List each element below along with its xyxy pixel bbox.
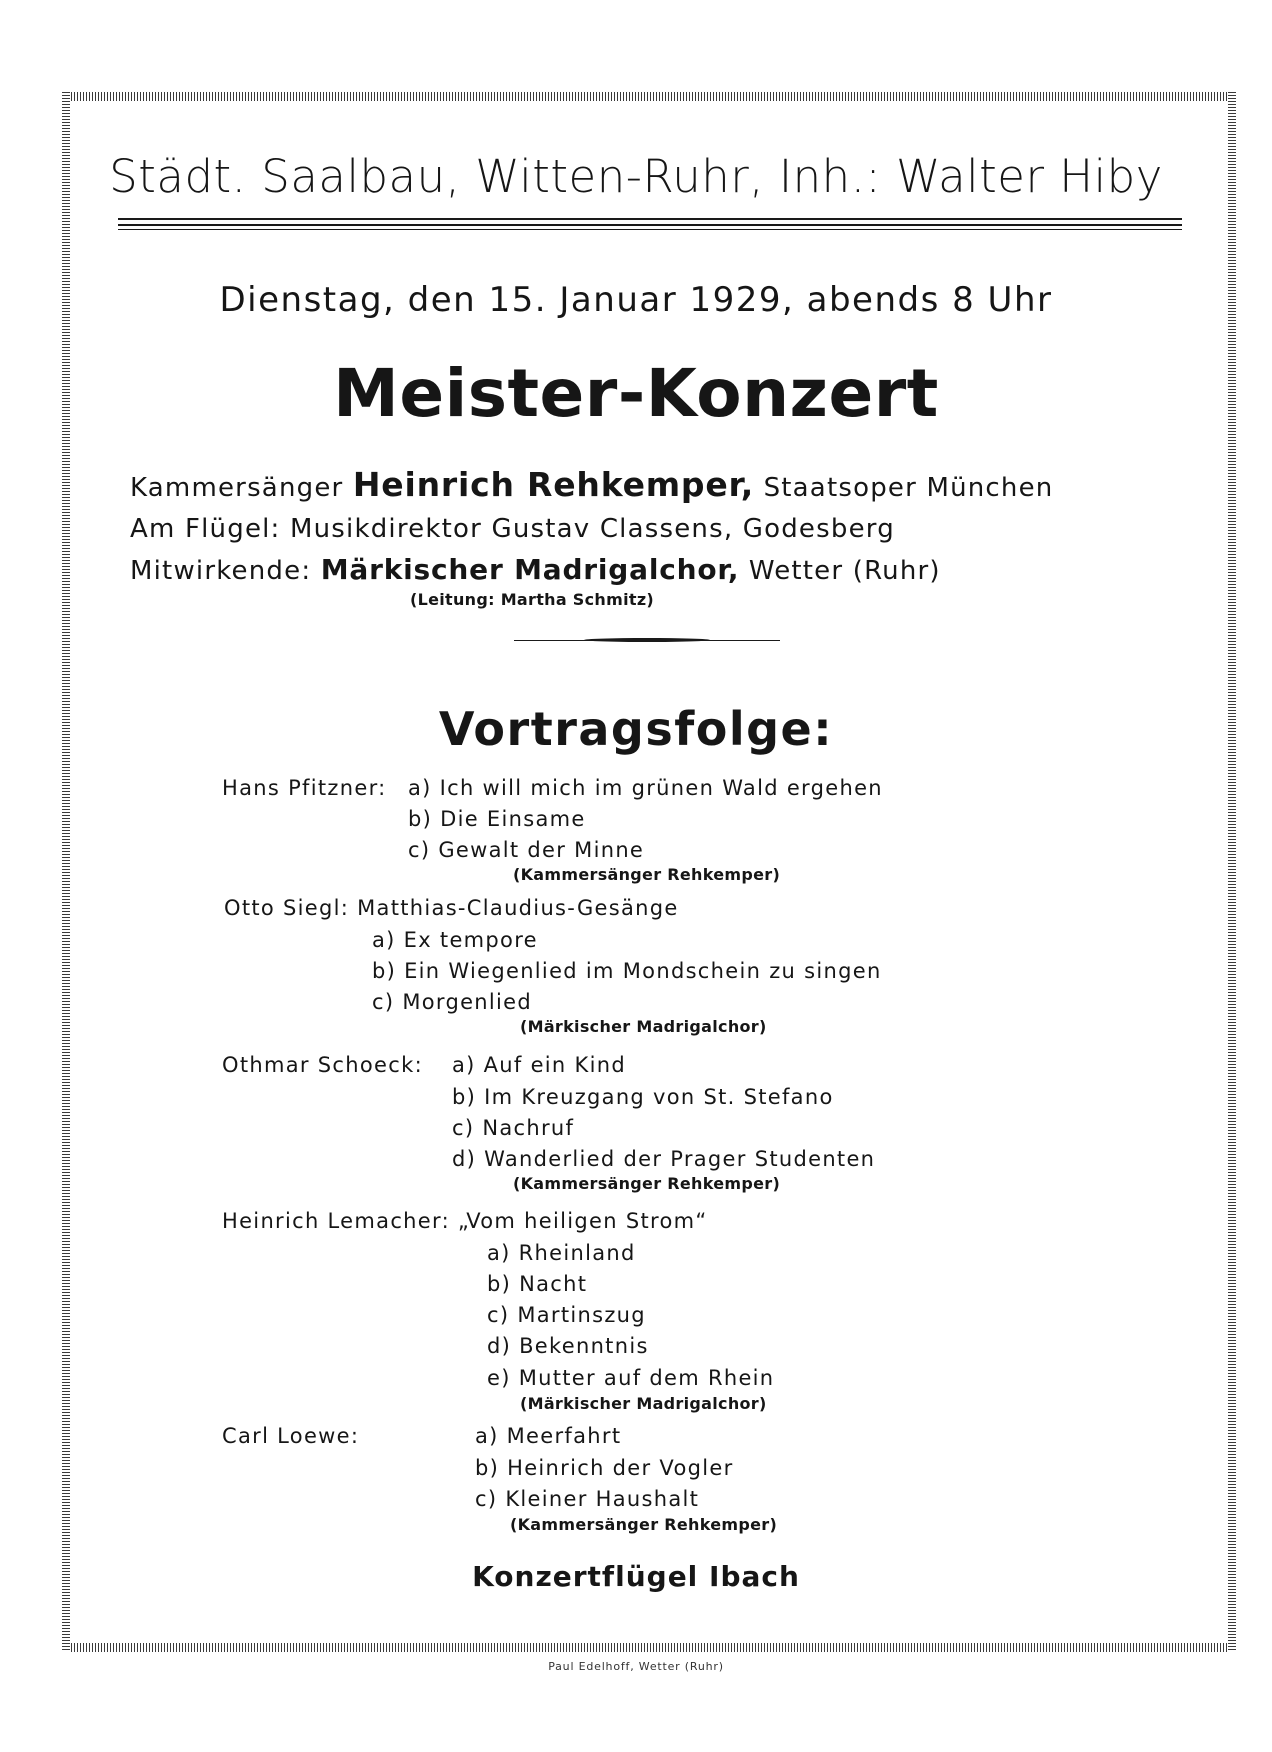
- choir-name: Märkischer Madrigalchor,: [320, 553, 740, 586]
- program-heading: Vortragsfolge:: [438, 702, 834, 756]
- list-item: b) Ein Wiegenlied im Mondschein zu singen: [372, 959, 882, 983]
- border-hatch-top: [62, 92, 1236, 101]
- venue-title: Städt. Saalbau, Witten-Ruhr, Inh.: Walter Hiby: [109, 150, 1163, 203]
- choir-leitung: (Leitung: Martha Schmitz): [410, 590, 655, 609]
- piano-text: Am Flügel: Musikdirektor Gustav Classens, Godesberg: [130, 514, 895, 544]
- composer-pfitzner: Hans Pfitzner:: [222, 776, 387, 800]
- header-rule-top: [118, 218, 1182, 220]
- list-item: a) Meerfahrt: [475, 1424, 622, 1448]
- piano-sponsor: Konzertflügel Ibach: [472, 1560, 800, 1593]
- composer-siegl: Otto Siegl: Matthias-Claudius-Gesänge: [224, 896, 679, 920]
- performer-note: (Märkischer Madrigalchor): [520, 1394, 767, 1413]
- performer-note: (Kammersänger Rehkemper): [513, 1174, 781, 1193]
- composer-schoeck: Othmar Schoeck:: [222, 1053, 423, 1077]
- choir-role: Mitwirkende:: [130, 556, 312, 586]
- performer-note: (Märkischer Madrigalchor): [520, 1017, 767, 1036]
- header-rule-bottom: [118, 224, 1182, 226]
- list-item: b) Heinrich der Vogler: [475, 1456, 734, 1480]
- list-item: c) Martinszug: [487, 1303, 646, 1327]
- singer-line: [130, 465, 1053, 504]
- header-rule-thin: [118, 229, 1182, 230]
- piano-line: [130, 514, 895, 544]
- list-item: c) Kleiner Haushalt: [475, 1487, 700, 1511]
- choir-line: [130, 553, 941, 586]
- border-hatch-left: [62, 92, 70, 1652]
- list-item: d) Bekenntnis: [487, 1334, 649, 1358]
- concert-date: Dienstag, den 15. Januar 1929, abends 8 Uhr: [219, 280, 1053, 320]
- list-item: c) Nachruf: [452, 1116, 575, 1140]
- ornament-divider: [514, 637, 780, 645]
- list-item: a) Rheinland: [487, 1241, 636, 1265]
- performer-note: (Kammersänger Rehkemper): [510, 1515, 778, 1534]
- list-item: b) Im Kreuzgang von St. Stefano: [452, 1085, 834, 1109]
- printer-credit: Paul Edelhoff, Wetter (Ruhr): [548, 1660, 724, 1673]
- list-item: e) Mutter auf dem Rhein: [487, 1366, 775, 1390]
- list-item: c) Morgenlied: [372, 990, 533, 1014]
- singer-name: Heinrich Rehkemper,: [352, 465, 755, 504]
- list-item: a) Auf ein Kind: [452, 1053, 626, 1077]
- list-item: a) Ich will mich im grünen Wald ergehen: [408, 776, 883, 800]
- list-item: b) Nacht: [487, 1272, 588, 1296]
- list-item: a) Ex tempore: [372, 928, 538, 952]
- singer-role: Kammersänger: [130, 473, 344, 503]
- choir-place: Wetter (Ruhr): [748, 556, 941, 586]
- performer-note: (Kammersänger Rehkemper): [513, 865, 781, 884]
- border-hatch-right: [1228, 92, 1236, 1652]
- composer-loewe: Carl Loewe:: [222, 1424, 360, 1448]
- list-item: b) Die Einsame: [408, 807, 586, 831]
- border-hatch-bottom: [62, 1643, 1236, 1652]
- list-item: c) Gewalt der Minne: [408, 838, 645, 862]
- composer-lemacher: Heinrich Lemacher: „Vom heiligen Strom“: [222, 1209, 708, 1233]
- singer-affiliation: Staatsoper München: [763, 473, 1054, 503]
- concert-title: Meister-Konzert: [333, 355, 939, 432]
- list-item: d) Wanderlied der Prager Studenten: [452, 1147, 876, 1171]
